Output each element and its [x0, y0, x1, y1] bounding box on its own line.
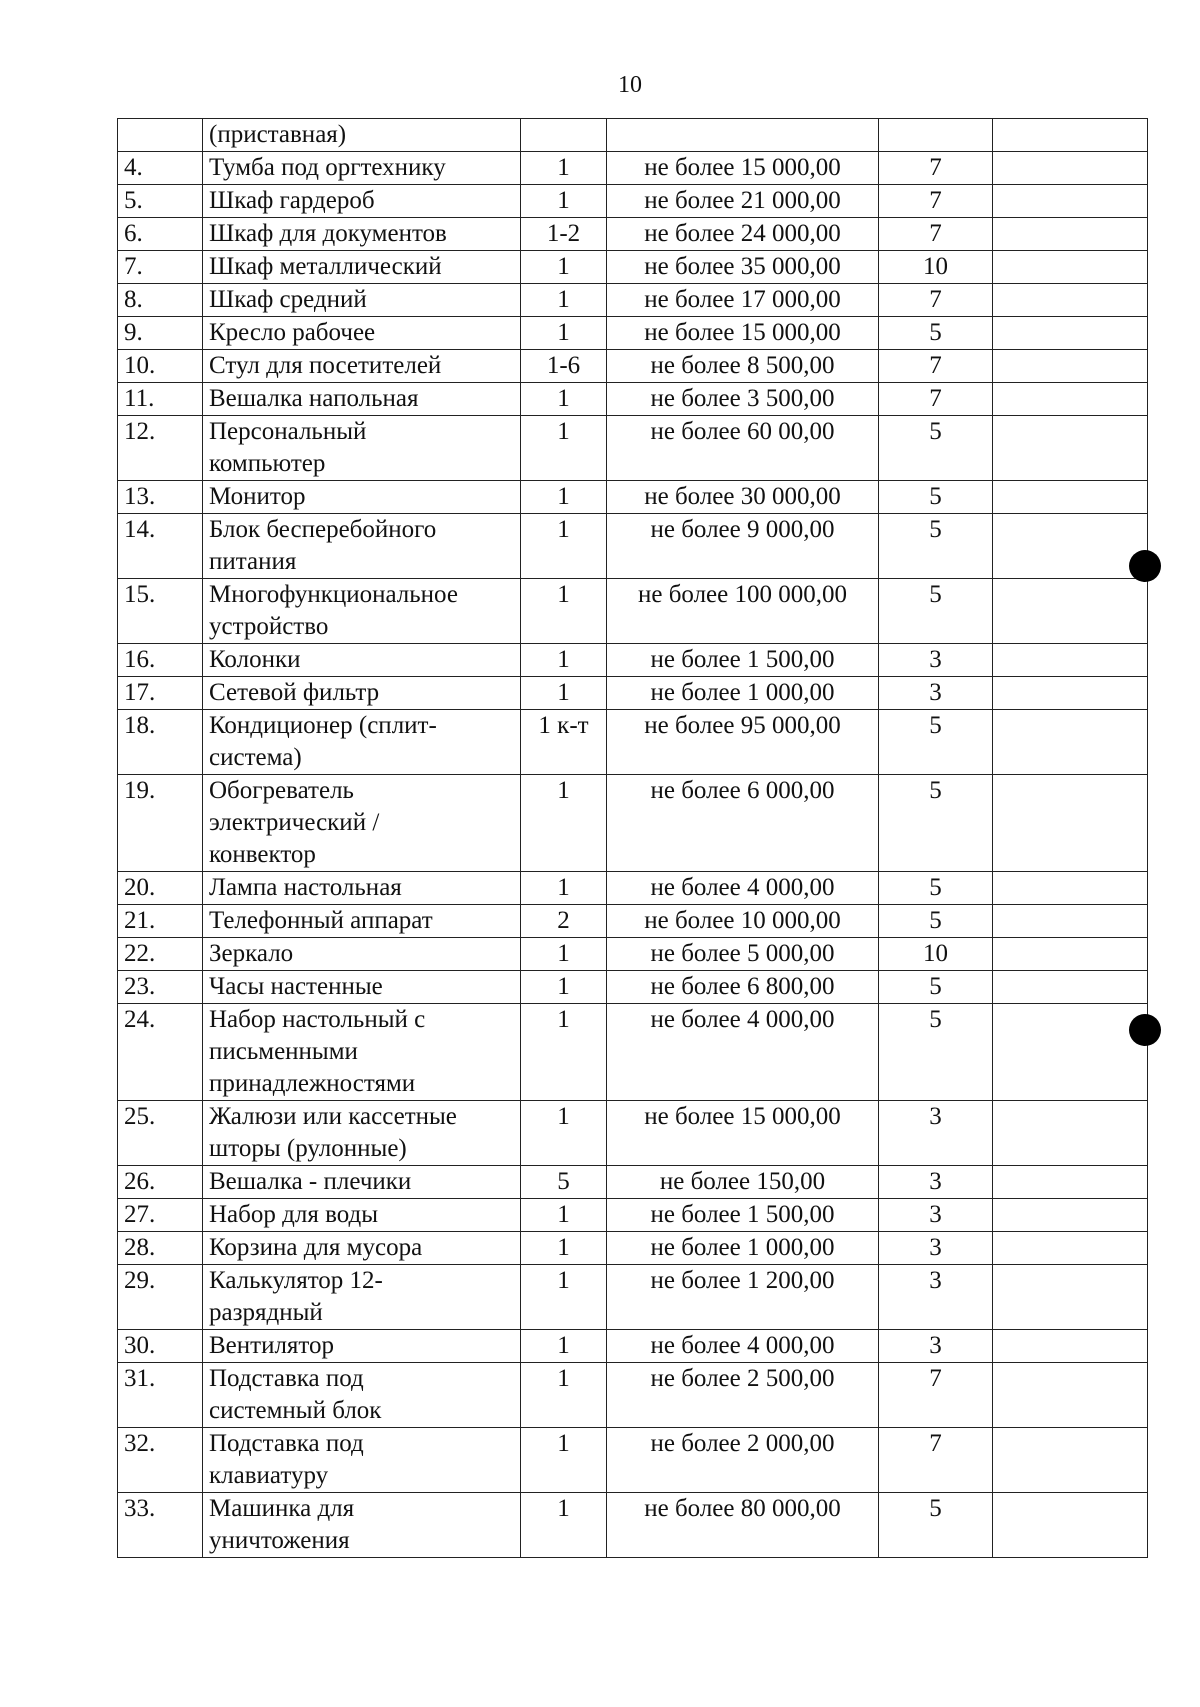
- cell-quantity: 1: [521, 677, 607, 710]
- cell-extra: [993, 152, 1148, 185]
- cell-extra: [993, 350, 1148, 383]
- cell-item-name: Подставка под системный блок: [203, 1363, 521, 1428]
- cell-quantity: 1: [521, 1101, 607, 1166]
- table-row: [118, 1428, 1148, 1493]
- cell-price: не более 150,00: [607, 1166, 879, 1199]
- cell-quantity: 1-6: [521, 350, 607, 383]
- cell-extra: [993, 775, 1148, 872]
- table-row: [118, 152, 1148, 185]
- cell-service-years: 7: [879, 350, 993, 383]
- cell-number: 29.: [118, 1265, 203, 1330]
- cell-number: 13.: [118, 481, 203, 514]
- table-row: [118, 416, 1148, 481]
- cell-service-years: 5: [879, 872, 993, 905]
- cell-quantity: 1: [521, 1004, 607, 1101]
- cell-price: не более 3 500,00: [607, 383, 879, 416]
- cell-item-name: Корзина для мусора: [203, 1232, 521, 1265]
- cell-extra: [993, 677, 1148, 710]
- cell-item-name: Шкаф гардероб: [203, 185, 521, 218]
- cell-number: 27.: [118, 1199, 203, 1232]
- cell-number: 28.: [118, 1232, 203, 1265]
- cell-number: [118, 119, 203, 152]
- table-row: [118, 775, 1148, 872]
- table-row: [118, 1363, 1148, 1428]
- cell-price: не более 1 000,00: [607, 677, 879, 710]
- cell-service-years: 3: [879, 1265, 993, 1330]
- cell-item-name: Лампа настольная: [203, 872, 521, 905]
- cell-quantity: 1: [521, 775, 607, 872]
- cell-quantity: [521, 119, 607, 152]
- cell-extra: [993, 1428, 1148, 1493]
- cell-price: не более 4 000,00: [607, 1004, 879, 1101]
- cell-quantity: 1: [521, 1428, 607, 1493]
- cell-extra: [993, 1265, 1148, 1330]
- cell-service-years: 7: [879, 152, 993, 185]
- cell-item-name: Тумба под оргтехнику: [203, 152, 521, 185]
- cell-price: не более 10 000,00: [607, 905, 879, 938]
- cell-number: 21.: [118, 905, 203, 938]
- cell-price: не более 6 000,00: [607, 775, 879, 872]
- cell-quantity: 1: [521, 872, 607, 905]
- cell-service-years: 7: [879, 383, 993, 416]
- cell-item-name: Кресло рабочее: [203, 317, 521, 350]
- cell-service-years: 5: [879, 579, 993, 644]
- cell-price: не более 5 000,00: [607, 938, 879, 971]
- cell-extra: [993, 579, 1148, 644]
- cell-price: не более 1 500,00: [607, 644, 879, 677]
- cell-price: не более 4 000,00: [607, 872, 879, 905]
- table-row: [118, 710, 1148, 775]
- cell-quantity: 1: [521, 416, 607, 481]
- cell-service-years: 5: [879, 971, 993, 1004]
- cell-extra: [993, 1363, 1148, 1428]
- cell-extra: [993, 938, 1148, 971]
- table-row: [118, 1265, 1148, 1330]
- cell-item-name: (приставная): [203, 119, 521, 152]
- cell-number: 24.: [118, 1004, 203, 1101]
- cell-extra: [993, 317, 1148, 350]
- cell-price: не более 24 000,00: [607, 218, 879, 251]
- cell-price: не более 95 000,00: [607, 710, 879, 775]
- punch-hole: [1129, 1014, 1161, 1046]
- cell-extra: [993, 905, 1148, 938]
- cell-number: 33.: [118, 1493, 203, 1558]
- cell-number: 4.: [118, 152, 203, 185]
- cell-number: 32.: [118, 1428, 203, 1493]
- cell-item-name: Многофункциональное устройство: [203, 579, 521, 644]
- cell-number: 10.: [118, 350, 203, 383]
- cell-price: не более 80 000,00: [607, 1493, 879, 1558]
- cell-item-name: Жалюзи или кассетные шторы (рулонные): [203, 1101, 521, 1166]
- cell-item-name: Колонки: [203, 644, 521, 677]
- cell-service-years: 7: [879, 185, 993, 218]
- cell-price: не более 1 000,00: [607, 1232, 879, 1265]
- cell-quantity: 1: [521, 514, 607, 579]
- table-row: [118, 1232, 1148, 1265]
- cell-quantity: 1 к-т: [521, 710, 607, 775]
- table-row: [118, 1101, 1148, 1166]
- cell-service-years: 5: [879, 481, 993, 514]
- cell-service-years: 7: [879, 218, 993, 251]
- table-row: [118, 218, 1148, 251]
- cell-extra: [993, 284, 1148, 317]
- cell-service-years: 5: [879, 1493, 993, 1558]
- cell-quantity: 1: [521, 1199, 607, 1232]
- table-row: [118, 1493, 1148, 1558]
- cell-item-name: Подставка под клавиатуру: [203, 1428, 521, 1493]
- cell-service-years: 5: [879, 710, 993, 775]
- cell-extra: [993, 383, 1148, 416]
- cell-item-name: Обогреватель электрический / конвектор: [203, 775, 521, 872]
- cell-number: 18.: [118, 710, 203, 775]
- cell-price: не более 60 00,00: [607, 416, 879, 481]
- table-row: [118, 644, 1148, 677]
- table-row: [118, 579, 1148, 644]
- cell-service-years: 10: [879, 251, 993, 284]
- cell-quantity: 1-2: [521, 218, 607, 251]
- cell-item-name: Набор для воды: [203, 1199, 521, 1232]
- table-row: [118, 1166, 1148, 1199]
- cell-extra: [993, 1330, 1148, 1363]
- cell-service-years: 5: [879, 317, 993, 350]
- cell-extra: [993, 971, 1148, 1004]
- cell-number: 11.: [118, 383, 203, 416]
- cell-number: 12.: [118, 416, 203, 481]
- cell-item-name: Вентилятор: [203, 1330, 521, 1363]
- cell-extra: [993, 1232, 1148, 1265]
- cell-service-years: 3: [879, 1330, 993, 1363]
- table-row: [118, 350, 1148, 383]
- cell-extra: [993, 1004, 1148, 1101]
- cell-price: не более 2 500,00: [607, 1363, 879, 1428]
- table-row: [118, 1330, 1148, 1363]
- cell-service-years: 5: [879, 1004, 993, 1101]
- table-row: [118, 677, 1148, 710]
- cell-item-name: Шкаф для документов: [203, 218, 521, 251]
- cell-price: не более 8 500,00: [607, 350, 879, 383]
- table-row: [118, 481, 1148, 514]
- cell-number: 30.: [118, 1330, 203, 1363]
- cell-item-name: Кондиционер (сплит- система): [203, 710, 521, 775]
- cell-quantity: 1: [521, 317, 607, 350]
- cell-price: не более 1 200,00: [607, 1265, 879, 1330]
- cell-item-name: Машинка для уничтожения: [203, 1493, 521, 1558]
- cell-quantity: 1: [521, 251, 607, 284]
- cell-service-years: 5: [879, 514, 993, 579]
- cell-service-years: 3: [879, 1101, 993, 1166]
- cell-number: 19.: [118, 775, 203, 872]
- cell-item-name: Шкаф металлический: [203, 251, 521, 284]
- table-row: [118, 284, 1148, 317]
- cell-number: 9.: [118, 317, 203, 350]
- cell-number: 23.: [118, 971, 203, 1004]
- cell-item-name: Часы настенные: [203, 971, 521, 1004]
- cell-item-name: Блок бесперебойного питания: [203, 514, 521, 579]
- table-row: [118, 317, 1148, 350]
- table-row: [118, 1199, 1148, 1232]
- cell-item-name: Калькулятор 12- разрядный: [203, 1265, 521, 1330]
- cell-quantity: 1: [521, 1363, 607, 1428]
- cell-number: 14.: [118, 514, 203, 579]
- cell-service-years: [879, 119, 993, 152]
- cell-quantity: 1: [521, 971, 607, 1004]
- cell-item-name: Вешалка - плечики: [203, 1166, 521, 1199]
- cell-number: 7.: [118, 251, 203, 284]
- cell-price: не более 9 000,00: [607, 514, 879, 579]
- table-row: [118, 514, 1148, 579]
- cell-quantity: 5: [521, 1166, 607, 1199]
- cell-quantity: 1: [521, 1265, 607, 1330]
- cell-price: не более 4 000,00: [607, 1330, 879, 1363]
- cell-service-years: 7: [879, 284, 993, 317]
- cell-extra: [993, 251, 1148, 284]
- cell-quantity: 1: [521, 644, 607, 677]
- cell-price: [607, 119, 879, 152]
- cell-price: не более 21 000,00: [607, 185, 879, 218]
- cell-number: 25.: [118, 1101, 203, 1166]
- cell-price: не более 35 000,00: [607, 251, 879, 284]
- cell-extra: [993, 1166, 1148, 1199]
- cell-extra: [993, 1493, 1148, 1558]
- cell-quantity: 1: [521, 383, 607, 416]
- table-row: [118, 971, 1148, 1004]
- table-row: [118, 383, 1148, 416]
- cell-number: 17.: [118, 677, 203, 710]
- cell-number: 20.: [118, 872, 203, 905]
- cell-number: 26.: [118, 1166, 203, 1199]
- table-body: [118, 119, 1148, 1558]
- cell-number: 8.: [118, 284, 203, 317]
- cell-quantity: 1: [521, 284, 607, 317]
- cell-quantity: 1: [521, 152, 607, 185]
- cell-quantity: 1: [521, 938, 607, 971]
- cell-item-name: Зеркало: [203, 938, 521, 971]
- cell-quantity: 1: [521, 1232, 607, 1265]
- cell-number: 6.: [118, 218, 203, 251]
- cell-quantity: 1: [521, 481, 607, 514]
- cell-extra: [993, 218, 1148, 251]
- cell-item-name: Сетевой фильтр: [203, 677, 521, 710]
- items-table: [117, 118, 1148, 1558]
- cell-service-years: 3: [879, 1166, 993, 1199]
- cell-quantity: 1: [521, 185, 607, 218]
- cell-extra: [993, 1101, 1148, 1166]
- cell-extra: [993, 710, 1148, 775]
- cell-item-name: Шкаф средний: [203, 284, 521, 317]
- cell-extra: [993, 481, 1148, 514]
- cell-service-years: 7: [879, 1428, 993, 1493]
- page-number: 10: [618, 72, 642, 98]
- cell-number: 31.: [118, 1363, 203, 1428]
- cell-item-name: Монитор: [203, 481, 521, 514]
- cell-quantity: 2: [521, 905, 607, 938]
- cell-service-years: 10: [879, 938, 993, 971]
- cell-price: не более 2 000,00: [607, 1428, 879, 1493]
- table-row: [118, 872, 1148, 905]
- cell-price: не более 15 000,00: [607, 1101, 879, 1166]
- cell-item-name: Стул для посетителей: [203, 350, 521, 383]
- cell-item-name: Телефонный аппарат: [203, 905, 521, 938]
- cell-extra: [993, 1199, 1148, 1232]
- cell-quantity: 1: [521, 1330, 607, 1363]
- cell-price: не более 15 000,00: [607, 317, 879, 350]
- cell-service-years: 3: [879, 1199, 993, 1232]
- cell-extra: [993, 416, 1148, 481]
- cell-extra: [993, 185, 1148, 218]
- cell-service-years: 3: [879, 644, 993, 677]
- cell-price: не более 15 000,00: [607, 152, 879, 185]
- table-row: [118, 905, 1148, 938]
- cell-service-years: 3: [879, 1232, 993, 1265]
- cell-quantity: 1: [521, 1493, 607, 1558]
- cell-price: не более 6 800,00: [607, 971, 879, 1004]
- cell-extra: [993, 872, 1148, 905]
- table-row: [118, 185, 1148, 218]
- table-row: [118, 938, 1148, 971]
- cell-price: не более 1 500,00: [607, 1199, 879, 1232]
- cell-extra: [993, 644, 1148, 677]
- cell-item-name: Персональный компьютер: [203, 416, 521, 481]
- cell-service-years: 7: [879, 1363, 993, 1428]
- cell-service-years: 3: [879, 677, 993, 710]
- cell-service-years: 5: [879, 416, 993, 481]
- cell-number: 5.: [118, 185, 203, 218]
- cell-service-years: 5: [879, 775, 993, 872]
- cell-quantity: 1: [521, 579, 607, 644]
- table-row: [118, 119, 1148, 152]
- cell-number: 15.: [118, 579, 203, 644]
- cell-service-years: 5: [879, 905, 993, 938]
- cell-number: 22.: [118, 938, 203, 971]
- table-row: [118, 1004, 1148, 1101]
- cell-extra: [993, 514, 1148, 579]
- table-row: [118, 251, 1148, 284]
- cell-number: 16.: [118, 644, 203, 677]
- cell-price: не более 30 000,00: [607, 481, 879, 514]
- cell-price: не более 17 000,00: [607, 284, 879, 317]
- cell-item-name: Вешалка напольная: [203, 383, 521, 416]
- cell-item-name: Набор настольный с письменными принадлежностями: [203, 1004, 521, 1101]
- cell-price: не более 100 000,00: [607, 579, 879, 644]
- cell-extra: [993, 119, 1148, 152]
- punch-hole: [1129, 550, 1161, 582]
